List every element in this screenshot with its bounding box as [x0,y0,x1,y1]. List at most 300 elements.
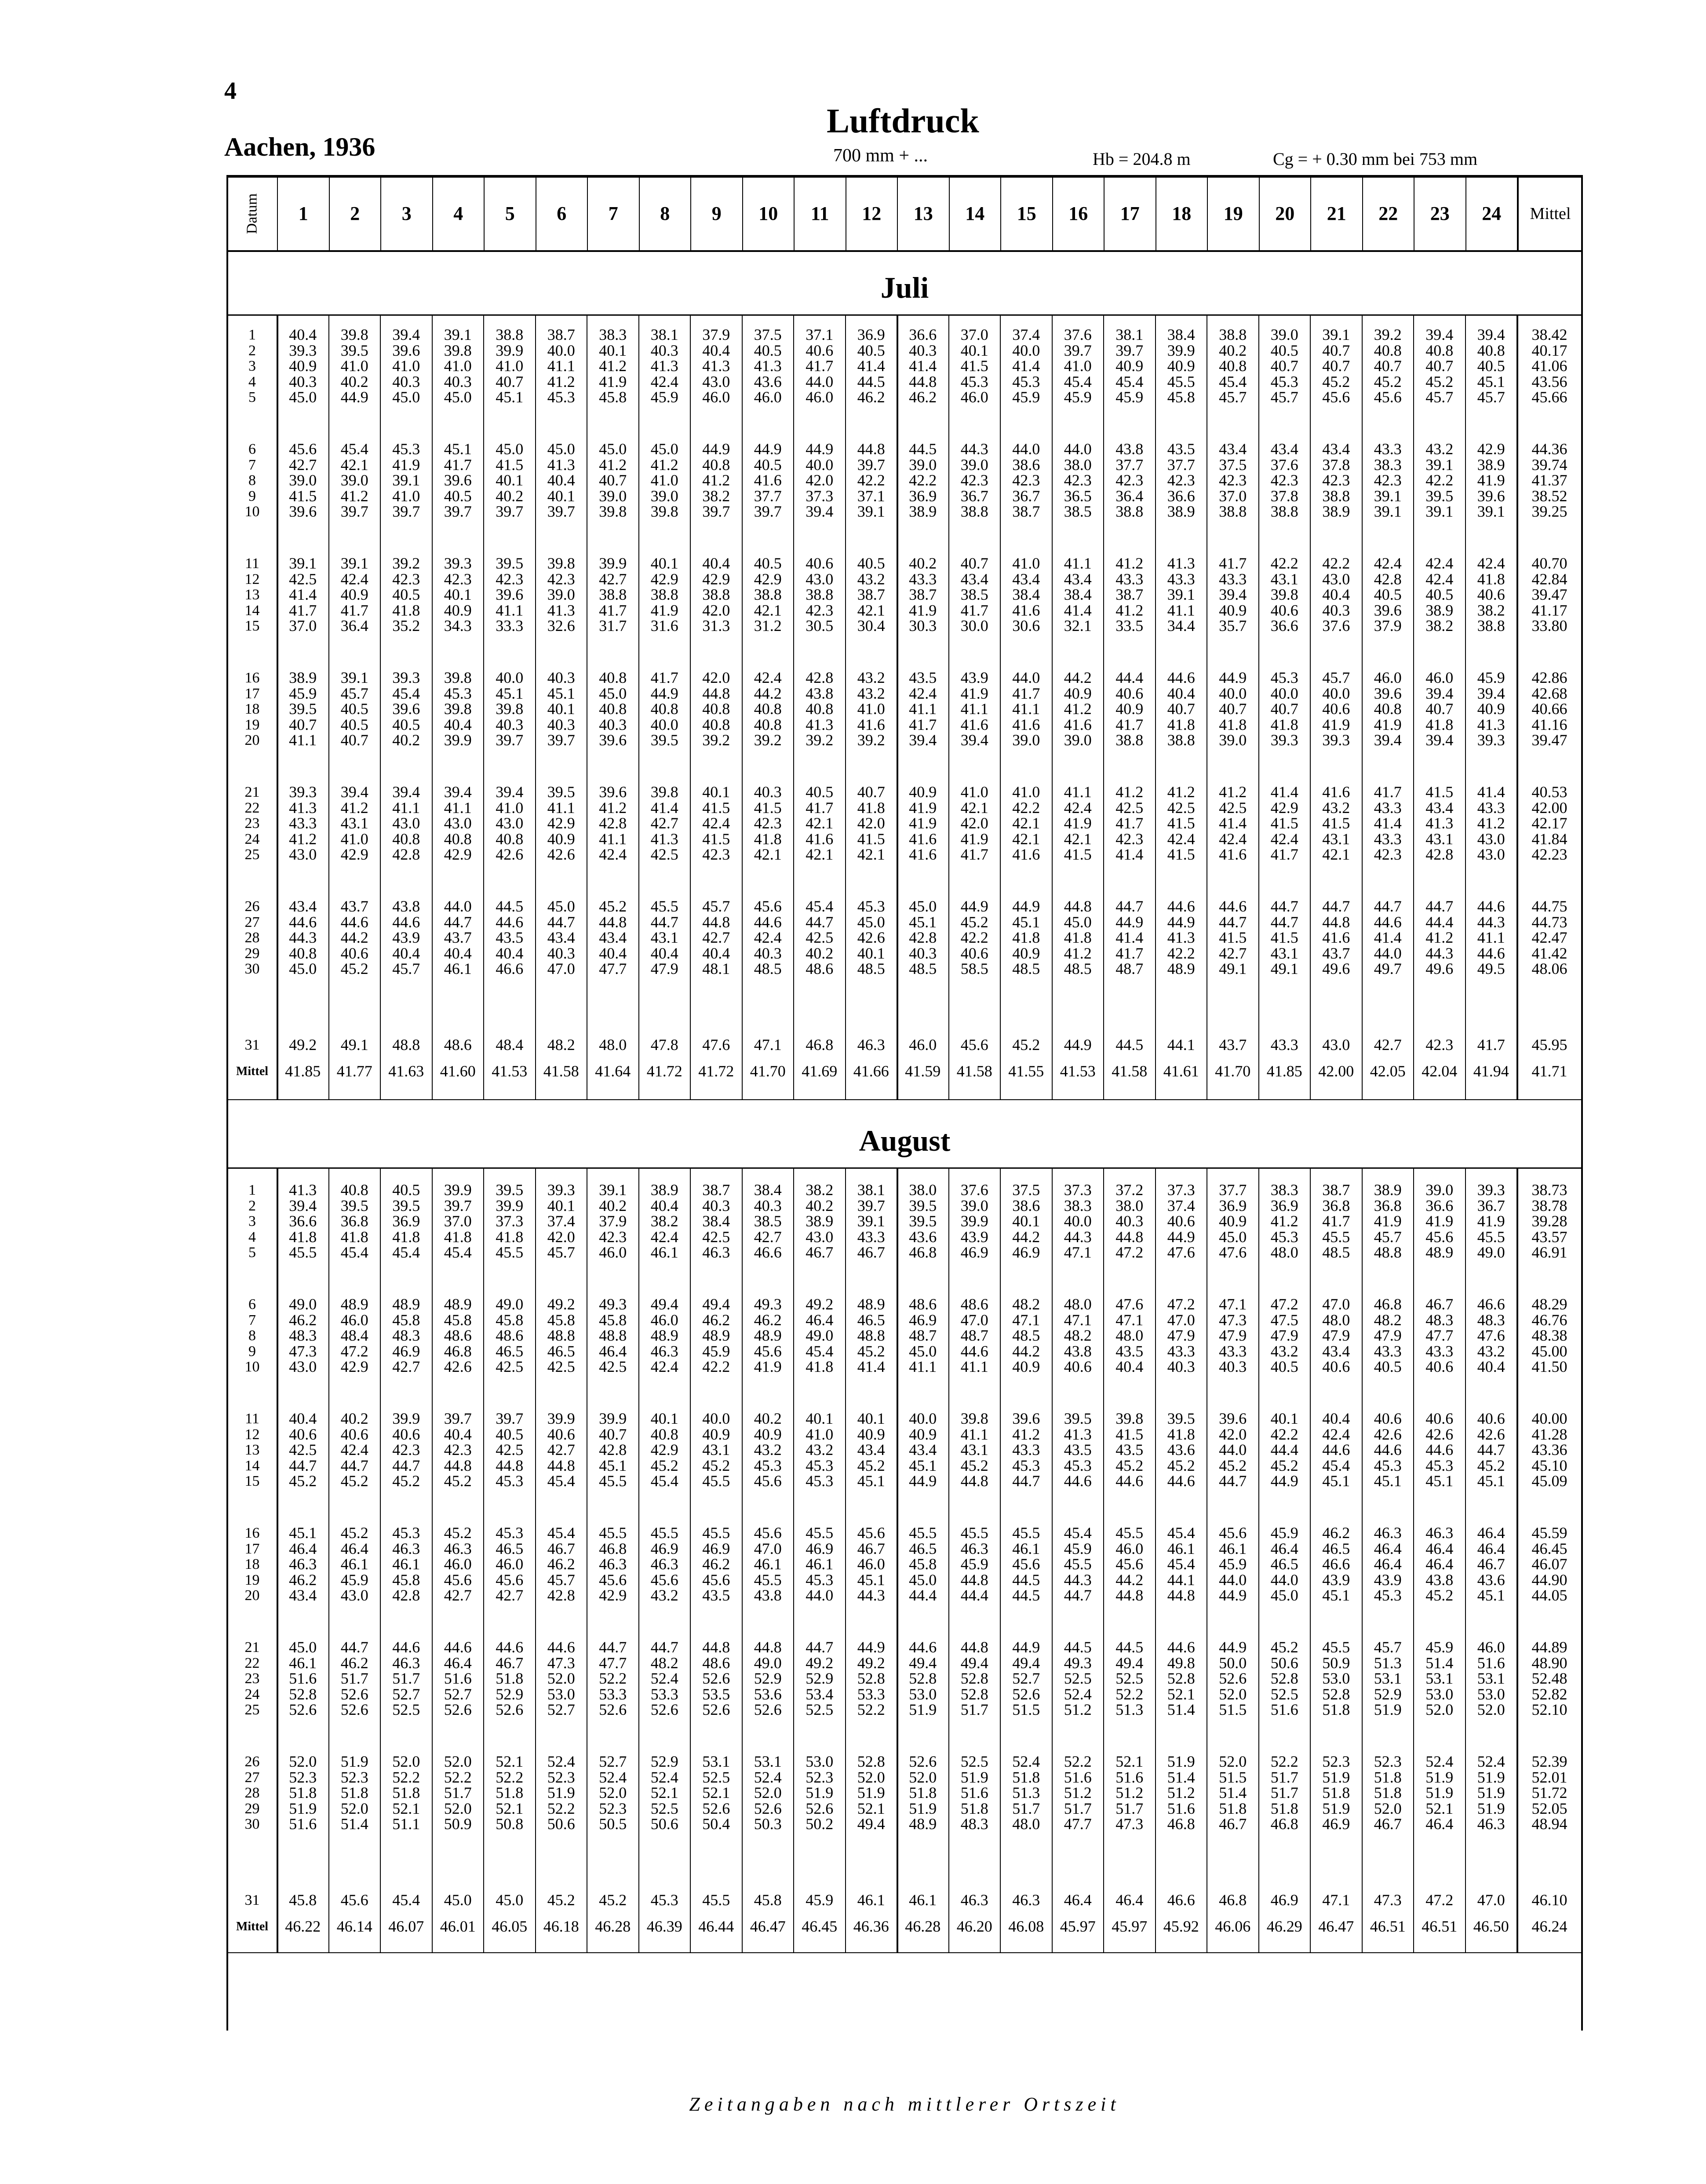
value-cell: 42.2 [1012,798,1040,817]
day-cell: 24 [244,831,260,847]
value-cell: 51.8 [1012,1768,1040,1786]
column-header-hour: 19 [1207,175,1259,252]
value-cell: 39.8 [444,669,472,686]
value-cell: 51.6 [289,1815,317,1833]
value-cell: 52.1 [857,1799,885,1817]
value-cell: 39.9 [960,1212,988,1230]
value-cell: 40.2 [496,487,524,505]
day-cell: 6 [248,441,256,457]
value-cell: 43.0 [1477,846,1505,864]
value-cell: 37.5 [754,326,782,343]
day-cell: 29 [244,1800,260,1817]
value-cell: 43.1 [1270,944,1298,962]
value-cell: 40.1 [496,471,524,489]
value-cell: 40.3 [289,372,317,390]
value-cell: 47.3 [289,1342,317,1360]
value-cell: 43.2 [1477,1342,1505,1360]
value-cell: 40.0 [1322,684,1350,702]
value-cell: 51.8 [392,1784,420,1802]
value-cell: 41.7 [444,456,472,474]
column-header-datum-label: Datum [244,193,260,234]
table-row [227,1640,1582,1655]
value-cell: 38.8 [754,586,782,604]
value-cell: 48.0 [1064,1295,1092,1313]
value-cell: 45.5 [702,1524,730,1542]
value-cell: 40.9 [702,1425,730,1443]
value-cell: 48.9 [909,1815,937,1833]
value-cell: 43.2 [754,1441,782,1459]
value-cell: 45.7 [1425,388,1454,406]
value-cell: 50.6 [1270,1654,1298,1672]
value-cell: 46.6 [496,960,524,978]
value-cell: 39.4 [806,503,834,521]
value-cell: 48.4 [340,1327,368,1345]
table-row [227,962,1582,976]
value-cell: 51.9 [1477,1784,1505,1802]
value-cell: 38.9 [650,1181,678,1199]
value-cell: 45.7 [1374,1228,1402,1246]
value-cell: 46.0 [909,1036,937,1054]
value-cell: 40.3 [1167,1358,1195,1376]
value-cell: 40.4 [702,944,730,962]
value-cell: 52.2 [599,1670,627,1688]
value-cell: 51.7 [1064,1799,1092,1817]
value-cell: 50.3 [754,1815,782,1833]
value-cell: 52.3 [340,1768,368,1786]
mittel-total-cell: 46.24 [1531,1918,1567,1935]
value-cell: 52.1 [1167,1685,1195,1703]
value-cell: 44.8 [702,1638,730,1656]
value-cell: 51.8 [496,1670,524,1688]
value-cell: 42.4 [1167,830,1195,848]
value-cell: 43.1 [960,1441,988,1459]
value-cell: 41.4 [1477,783,1505,801]
value-cell: 40.8 [702,700,730,718]
value-cell: 52.6 [702,1670,730,1688]
value-cell: 37.4 [1167,1196,1195,1214]
value-cell: 44.9 [1219,1586,1247,1604]
value-cell: 46.3 [392,1654,420,1672]
value-cell: 44.4 [1425,913,1454,931]
value-cell: 40.0 [496,669,524,686]
value-cell: 40.4 [444,1425,472,1443]
column-header-hour: 20 [1259,175,1311,252]
value-cell: 39.6 [1012,1410,1040,1427]
value-cell: 42.2 [857,471,885,489]
value-cell: 38.1 [650,326,678,343]
value-cell: 51.7 [1270,1784,1298,1802]
value-cell: 51.9 [289,1799,317,1817]
day-cell: 12 [244,571,260,587]
value-cell: 47.6 [1167,1243,1195,1262]
value-cell: 52.2 [547,1799,575,1817]
row-mean-cell: 33.80 [1531,617,1567,635]
value-cell: 45.3 [496,1472,524,1490]
value-cell: 51.9 [1374,1701,1402,1719]
value-cell: 40.6 [340,1425,368,1443]
value-cell: 37.7 [1219,1181,1247,1199]
value-cell: 51.2 [1115,1784,1144,1802]
value-cell: 42.0 [806,471,834,489]
value-cell: 41.1 [909,700,937,718]
value-cell: 45.0 [289,388,317,406]
value-cell: 42.3 [496,570,524,588]
value-cell: 42.8 [392,1586,420,1604]
day-cell: 28 [244,1785,260,1801]
value-cell: 41.2 [1012,1425,1040,1443]
value-cell: 52.7 [392,1685,420,1703]
table-row [227,1038,1582,1052]
value-cell: 51.7 [392,1670,420,1688]
value-cell: 45.9 [1064,388,1092,406]
table-row [227,1671,1582,1686]
column-divider [1258,1169,1259,1952]
value-cell: 45.3 [1374,1586,1402,1604]
value-cell: 41.0 [392,487,420,505]
value-cell: 37.9 [599,1212,627,1230]
row-mean-cell: 42.84 [1531,570,1567,588]
value-cell: 40.7 [496,372,524,390]
value-cell: 43.5 [1064,1441,1092,1459]
value-cell: 43.0 [444,814,472,832]
value-cell: 46.0 [1374,669,1402,686]
value-cell: 49.1 [1270,960,1298,978]
value-cell: 43.9 [1322,1571,1350,1589]
value-cell: 44.8 [754,1638,782,1656]
value-cell: 53.0 [547,1685,575,1703]
value-cell: 49.8 [1167,1654,1195,1672]
value-cell: 52.0 [1219,1753,1247,1770]
value-cell: 42.6 [496,846,524,864]
value-cell: 40.0 [547,341,575,359]
value-cell: 42.5 [1167,798,1195,817]
value-cell: 46.0 [496,1555,524,1573]
value-cell: 45.1 [547,684,575,702]
value-cell: 45.3 [1012,1456,1040,1474]
value-cell: 44.6 [496,913,524,931]
value-cell: 38.9 [1477,456,1505,474]
value-cell: 38.8 [1322,487,1350,505]
column-divider [742,1169,743,1952]
value-cell: 45.2 [599,1891,627,1909]
value-cell: 45.6 [1219,1524,1247,1542]
value-cell: 50.9 [444,1815,472,1833]
value-cell: 53.1 [1477,1670,1505,1688]
value-cell: 38.5 [754,1212,782,1230]
table-row [227,715,1582,733]
value-cell: 38.3 [1374,456,1402,474]
value-cell: 42.7 [547,1441,575,1459]
value-cell: 50.9 [1322,1654,1350,1672]
value-cell: 45.8 [547,1311,575,1329]
value-cell: 44.9 [1167,913,1195,931]
value-cell: 40.3 [1219,1358,1247,1376]
value-cell: 39.1 [1425,456,1454,474]
value-cell: 41.5 [857,830,885,848]
table-row [227,1539,1582,1557]
value-cell: 37.0 [1219,487,1247,505]
value-cell: 45.1 [496,684,524,702]
value-cell: 43.2 [1270,1342,1298,1360]
value-cell: 41.8 [1012,929,1040,947]
day-cell: 8 [248,472,256,489]
value-cell: 43.8 [1425,1571,1454,1589]
value-cell: 39.4 [909,731,937,749]
value-cell: 47.0 [960,1311,988,1329]
value-cell: 44.9 [340,388,368,406]
value-cell: 42.9 [1270,798,1298,817]
value-cell: 49.4 [909,1654,937,1672]
value-cell: 48.9 [650,1327,678,1345]
value-cell: 51.9 [806,1784,834,1802]
value-cell: 46.0 [702,388,730,406]
value-cell: 44.6 [1167,669,1195,686]
value-cell: 45.6 [1115,1555,1144,1573]
value-cell: 41.2 [340,487,368,505]
value-cell: 40.7 [857,783,885,801]
row-mean-cell: 45.10 [1531,1456,1567,1474]
value-cell: 36.7 [1477,1196,1505,1214]
value-cell: 45.2 [1270,1456,1298,1474]
value-cell: 42.1 [960,798,988,817]
row-mean-cell: 48.38 [1531,1327,1567,1345]
value-cell: 40.3 [754,783,782,801]
value-cell: 48.5 [1012,960,1040,978]
value-cell: 38.2 [650,1212,678,1230]
value-cell: 46.8 [1219,1891,1247,1909]
value-cell: 41.3 [547,456,575,474]
day-cell: 1 [248,1182,256,1198]
value-cell: 40.3 [909,944,937,962]
value-cell: 38.8 [1477,617,1505,635]
value-cell: 43.3 [1374,798,1402,817]
value-cell: 52.8 [1167,1670,1195,1688]
row-mean-cell: 41.17 [1531,601,1567,619]
value-cell: 41.8 [1270,715,1298,733]
value-cell: 44.5 [496,897,524,915]
value-cell: 44.8 [1064,897,1092,915]
table-row [227,671,1582,685]
value-cell: 45.5 [496,1243,524,1262]
column-divider [483,1169,484,1952]
value-cell: 40.0 [650,715,678,733]
mittel-cell: 46.47 [750,1918,786,1935]
value-cell: 40.0 [1064,1212,1092,1230]
day-cell: 27 [244,914,260,930]
value-cell: 51.9 [1322,1799,1350,1817]
value-cell: 52.3 [599,1799,627,1817]
value-cell: 41.1 [547,357,575,375]
value-cell: 37.3 [496,1212,524,1230]
value-cell: 46.3 [960,1539,988,1557]
value-cell: 39.7 [444,1410,472,1427]
value-cell: 51.8 [909,1784,937,1802]
value-cell: 48.2 [650,1654,678,1672]
value-cell: 46.3 [960,1891,988,1909]
row-mean-cell: 44.90 [1531,1571,1567,1589]
value-cell: 38.6 [1012,1196,1040,1214]
value-cell: 40.3 [909,341,937,359]
value-cell: 52.6 [340,1685,368,1703]
mittel-cell: 41.69 [802,1062,838,1080]
value-cell: 40.0 [1012,341,1040,359]
value-cell: 51.9 [857,1784,885,1802]
value-cell: 40.6 [1477,1410,1505,1427]
value-cell: 52.1 [1425,1799,1454,1817]
value-cell: 40.4 [289,1410,317,1427]
value-cell: 41.6 [1322,929,1350,947]
value-cell: 43.0 [289,1358,317,1376]
value-cell: 45.0 [1064,913,1092,931]
mittel-cell: 46.20 [956,1918,992,1935]
day-cell: 15 [244,1473,260,1490]
value-cell: 39.1 [289,554,317,572]
table-row [227,1754,1582,1769]
value-cell: 39.7 [496,1410,524,1427]
value-cell: 44.7 [1270,913,1298,931]
value-cell: 40.2 [340,1410,368,1427]
value-cell: 49.2 [806,1654,834,1672]
value-cell: 43.5 [496,929,524,947]
value-cell: 51.4 [1167,1768,1195,1786]
value-cell: 38.4 [1064,586,1092,604]
value-cell: 41.7 [806,798,834,817]
value-cell: 43.7 [1322,944,1350,962]
value-cell: 41.8 [392,601,420,619]
value-cell: 38.3 [1064,1196,1092,1214]
value-cell: 39.4 [1425,326,1454,343]
value-cell: 48.9 [392,1295,420,1313]
row-mean-cell: 52.39 [1531,1753,1567,1770]
value-cell: 39.7 [702,503,730,521]
value-cell: 42.3 [1425,1036,1454,1054]
value-cell: 42.1 [806,846,834,864]
value-cell: 42.2 [702,1358,730,1376]
value-cell: 40.5 [1270,341,1298,359]
value-cell: 41.6 [1064,715,1092,733]
value-cell: 45.4 [340,1243,368,1262]
value-cell: 46.1 [392,1555,420,1573]
value-cell: 37.7 [1167,456,1195,474]
mittel-cell: 46.07 [388,1918,424,1935]
value-cell: 47.6 [702,1036,730,1054]
value-cell: 39.4 [1477,684,1505,702]
column-divider [1362,316,1363,1099]
value-cell: 43.0 [1322,1036,1350,1054]
mittel-cell: 46.39 [646,1918,682,1935]
value-cell: 40.4 [496,944,524,962]
table-row [227,1411,1582,1426]
station-label: Aachen, 1936 [224,132,375,161]
value-cell: 30.5 [806,617,834,635]
value-cell: 39.4 [960,731,988,749]
mittel-cell: 46.36 [853,1918,889,1935]
value-cell: 52.1 [1115,1753,1144,1770]
column-divider [380,316,381,1099]
value-cell: 46.9 [1270,1891,1298,1909]
mittel-cell: 46.50 [1473,1918,1509,1935]
value-cell: 45.2 [444,1472,472,1490]
value-cell: 48.8 [392,1036,420,1054]
value-cell: 43.0 [289,846,317,864]
value-cell: 46.6 [754,1243,782,1262]
value-cell: 42.8 [599,1441,627,1459]
value-cell: 39.7 [392,503,420,521]
value-cell: 49.2 [857,1654,885,1672]
value-cell: 45.0 [547,897,575,915]
table-row [227,1786,1582,1800]
mittel-cell: 41.53 [1060,1062,1096,1080]
mittel-cell: 41.70 [1215,1062,1251,1080]
value-cell: 45.1 [1374,1472,1402,1490]
day-cell: 19 [244,1571,260,1588]
value-cell: 44.7 [806,913,834,931]
value-cell: 46.3 [392,1539,420,1557]
value-cell: 40.1 [599,341,627,359]
value-cell: 41.0 [806,1425,834,1443]
value-cell: 45.1 [909,1456,937,1474]
value-cell: 51.6 [960,1784,988,1802]
value-cell: 37.4 [547,1212,575,1230]
value-cell: 38.2 [702,487,730,505]
column-header-hour: 18 [1156,175,1207,252]
value-cell: 41.9 [754,1358,782,1376]
value-cell: 52.6 [444,1701,472,1719]
value-cell: 47.1 [1219,1295,1247,1313]
value-cell: 41.0 [857,700,885,718]
value-cell: 40.7 [340,731,368,749]
value-cell: 41.1 [496,601,524,619]
table-row [227,1687,1582,1702]
value-cell: 40.2 [909,554,937,572]
value-cell: 42.8 [1425,846,1454,864]
value-cell: 45.9 [289,684,317,702]
value-cell: 51.6 [1270,1701,1298,1719]
value-cell: 44.8 [496,1456,524,1474]
value-cell: 43.4 [289,897,317,915]
value-cell: 52.3 [289,1768,317,1786]
value-cell: 44.6 [496,1638,524,1656]
value-cell: 43.7 [340,897,368,915]
value-cell: 51.4 [340,1815,368,1833]
value-cell: 46.8 [1270,1815,1298,1833]
row-mean-cell: 44.05 [1531,1586,1567,1604]
value-cell: 40.3 [702,1196,730,1214]
value-cell: 41.3 [1167,554,1195,572]
value-cell: 52.5 [960,1753,988,1770]
value-cell: 39.5 [909,1196,937,1214]
table-row [227,1588,1582,1603]
table-row [227,1474,1582,1488]
value-cell: 40.9 [1115,700,1144,718]
value-cell: 44.4 [1270,1441,1298,1459]
value-cell: 51.7 [1012,1799,1040,1817]
value-cell: 40.8 [289,944,317,962]
value-cell: 44.8 [444,1456,472,1474]
value-cell: 53.5 [702,1685,730,1703]
value-cell: 30.3 [909,617,937,635]
value-cell: 52.9 [806,1670,834,1688]
value-cell: 42.9 [754,570,782,588]
month-title: August [859,1124,951,1157]
value-cell: 39.0 [1219,731,1247,749]
value-cell: 52.6 [702,1701,730,1719]
value-cell: 43.1 [1322,830,1350,848]
value-cell: 42.0 [702,669,730,686]
value-cell: 45.0 [289,960,317,978]
value-cell: 43.6 [754,372,782,390]
value-cell: 44.0 [1064,440,1092,458]
